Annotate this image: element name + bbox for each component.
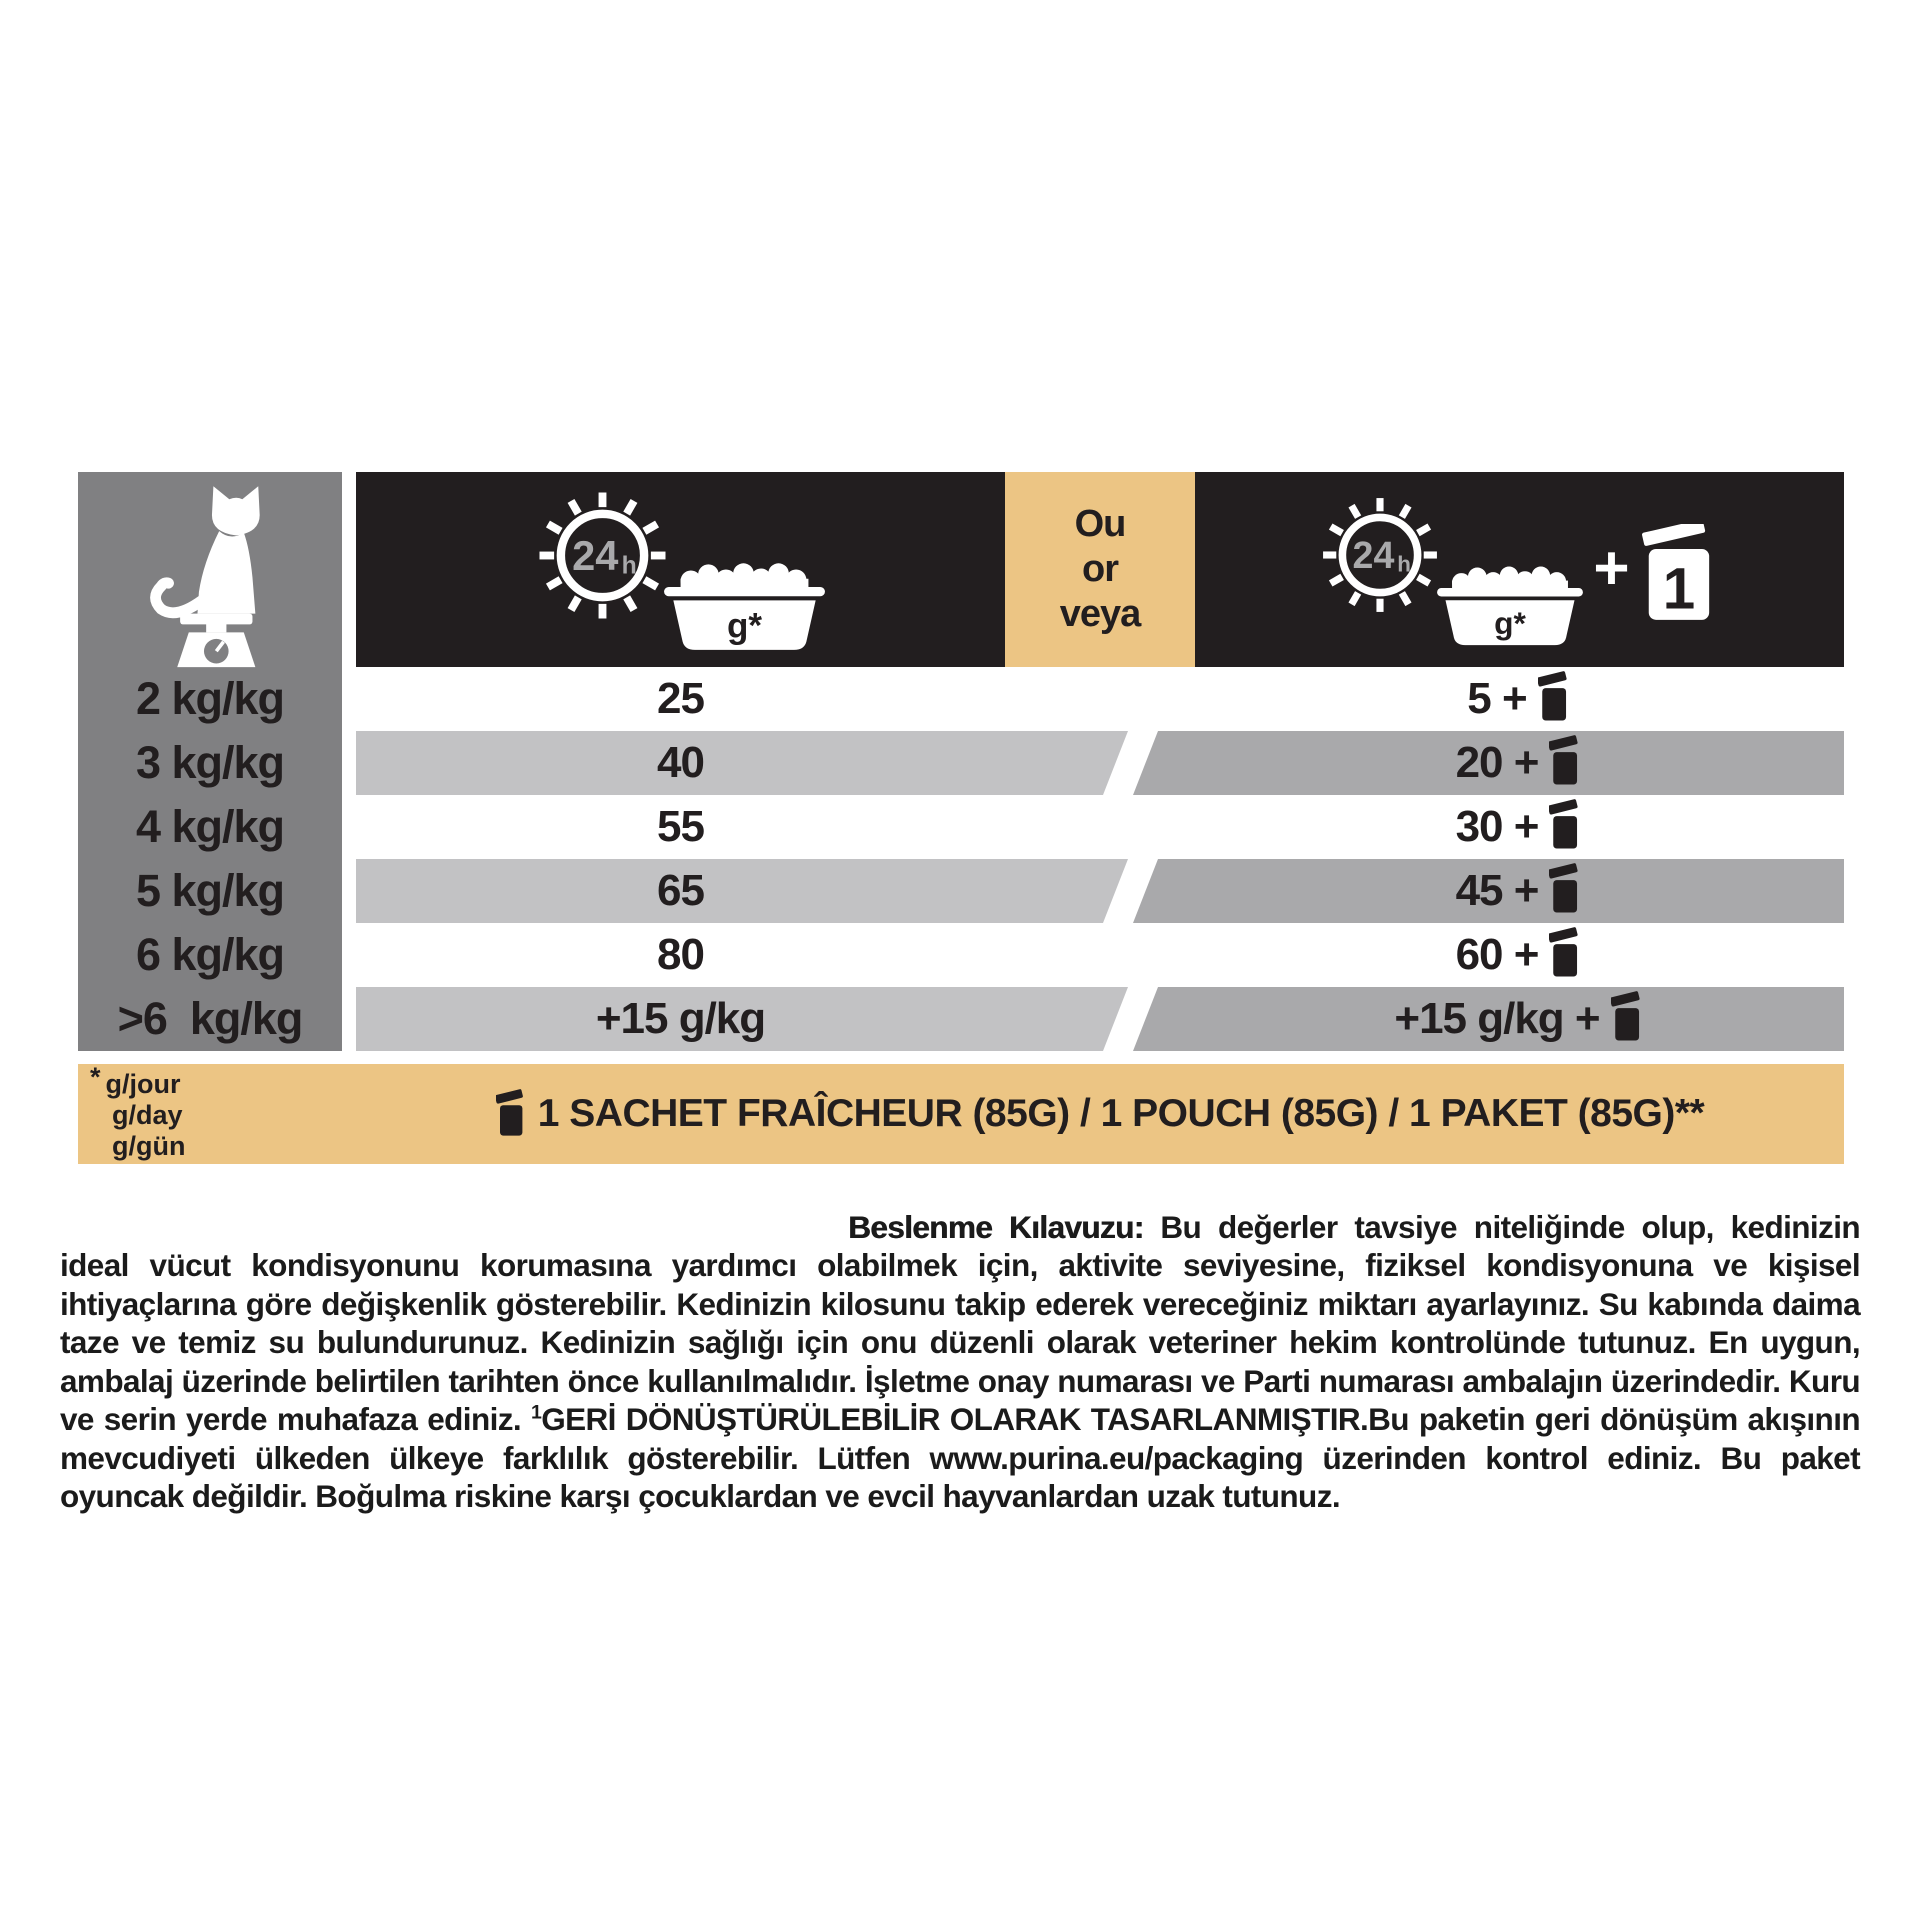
dry-amount: 25 bbox=[657, 674, 704, 723]
clock-24-label: 24 bbox=[1352, 534, 1395, 577]
bowl-grams-label: g* bbox=[1494, 604, 1527, 641]
wet-amount-text: 60 + bbox=[1455, 930, 1539, 979]
clock-h-label: h bbox=[1397, 551, 1412, 577]
table-row bbox=[356, 795, 1844, 859]
clock-h-label: h bbox=[621, 552, 637, 580]
pouch-icon bbox=[1549, 799, 1583, 852]
wet-amount-text: +15 g/kg + bbox=[1394, 994, 1600, 1043]
header-or-cell bbox=[1005, 472, 1195, 667]
dry-amount: 55 bbox=[657, 802, 704, 851]
weight-label: 6 kg/kg bbox=[135, 929, 285, 980]
dry-amount: 40 bbox=[657, 738, 704, 787]
asterisk: * bbox=[90, 1062, 101, 1092]
pouch-icon bbox=[496, 1088, 528, 1140]
clock-24-label: 24 bbox=[571, 532, 618, 580]
or-label-fr: Ou bbox=[1074, 503, 1126, 545]
cat-on-scale-icon bbox=[138, 479, 283, 670]
pouch-count-label: 1 bbox=[1662, 556, 1695, 622]
or-label-tr: veya bbox=[1059, 593, 1141, 635]
sachet-note bbox=[356, 1064, 1844, 1164]
wet-amount bbox=[1195, 795, 1844, 859]
table-row bbox=[356, 923, 1844, 987]
unit-line-tr: g/gün bbox=[112, 1131, 186, 1161]
wet-amount bbox=[1195, 923, 1844, 987]
table-row bbox=[356, 731, 1844, 795]
wet-amount-text: 5 + bbox=[1467, 674, 1527, 723]
unit-footnote bbox=[90, 1062, 186, 1162]
weight-label: 5 kg/kg bbox=[135, 865, 285, 916]
dry-amount: +15 g/kg bbox=[595, 994, 766, 1043]
wet-amount-text: 45 + bbox=[1455, 866, 1539, 915]
pouch-icon bbox=[1549, 735, 1583, 788]
wet-amount-text: 20 + bbox=[1455, 738, 1539, 787]
unit-line-fr: g/jour bbox=[105, 1069, 181, 1099]
food-bowl-icon bbox=[662, 556, 827, 651]
plus-sign: + bbox=[1593, 534, 1630, 603]
weight-label: >6 kg/kg bbox=[117, 993, 303, 1044]
table-row bbox=[356, 667, 1844, 731]
wet-amount bbox=[1195, 731, 1844, 795]
24h-clock-icon bbox=[1319, 494, 1441, 616]
bowl-grams-label: g* bbox=[726, 606, 762, 646]
feeding-guide-paragraph bbox=[60, 1208, 1860, 1516]
unit-line-en: g/day bbox=[112, 1100, 183, 1130]
24h-clock-icon bbox=[535, 488, 670, 623]
weight-label: 4 kg/kg bbox=[135, 801, 285, 852]
header-dry-cell bbox=[356, 472, 1005, 667]
wet-amount bbox=[1195, 859, 1844, 923]
footnote-band bbox=[78, 1064, 1844, 1164]
pouch-icon bbox=[1538, 671, 1572, 724]
wet-amount-text: 30 + bbox=[1455, 802, 1539, 851]
or-label-en: or bbox=[1082, 548, 1118, 590]
guide-body-text-2: GERİ DÖNÜŞTÜRÜLEBİLİR OLARAK TASARLANMIŞTIR.Bu paketin geri dönüşüm akışının mevcudiyeti ülkeden ülkeye farklılık gösterebilir. Lütfen www.purina.eu/packaging üzerinden kontrol ediniz. Bu paket oyuncak değildir. Boğulma riskine karşı çocuklardan ve evcil hayvanlardan uzak tutunuz. bbox=[60, 1401, 1860, 1514]
guide-lead-label: Beslenme Kılavuzu: bbox=[848, 1208, 1144, 1245]
table-row bbox=[356, 987, 1844, 1051]
header-mixed-cell bbox=[1195, 472, 1844, 667]
weight-label: 3 kg/kg bbox=[135, 737, 285, 788]
dry-amount: 80 bbox=[657, 930, 704, 979]
recycle-superscript: 1 bbox=[530, 1401, 542, 1424]
sachet-note-text: 1 SACHET FRAÎCHEUR (85G) / 1 POUCH (85G) / 1 PAKET (85G)** bbox=[537, 1092, 1705, 1135]
table-row bbox=[356, 859, 1844, 923]
wet-amount bbox=[1195, 987, 1844, 1051]
pouch-icon bbox=[1640, 524, 1720, 624]
guide-body-text: Bu değerler tavsiye niteliğinde olup, kedinizin ideal vücut kondisyonunu korumasına yardımcı olabilmek için, aktivite seviyesine, fiziksel kondisyonuna ve kişisel ihtiyaçlarına göre değişkenlik gösterebilir. Kedinizin kilosunu takip ederek vereceğiniz miktarı ayarlayınız. Su kabında daima taze ve temiz su bulundurunuz. Kedinizin sağlığı için onu düzenli olarak veteriner hekim kontrolünde tutunuz. En uygun, ambalaj üzerinde belirtilen tarihten önce kullanılmalıdır. İşletme onay numarası ve Parti numarası ambalajın üzerindedir. Kuru ve serin yerde muhafaza ediniz. bbox=[60, 1208, 1860, 1437]
food-bowl-icon bbox=[1435, 560, 1585, 646]
pouch-icon bbox=[1549, 927, 1583, 980]
pouch-icon bbox=[1611, 991, 1645, 1044]
pouch-icon bbox=[1549, 863, 1583, 916]
dry-amount: 65 bbox=[657, 866, 704, 915]
wet-amount bbox=[1195, 667, 1844, 731]
weight-label: 2 kg/kg bbox=[135, 673, 285, 724]
